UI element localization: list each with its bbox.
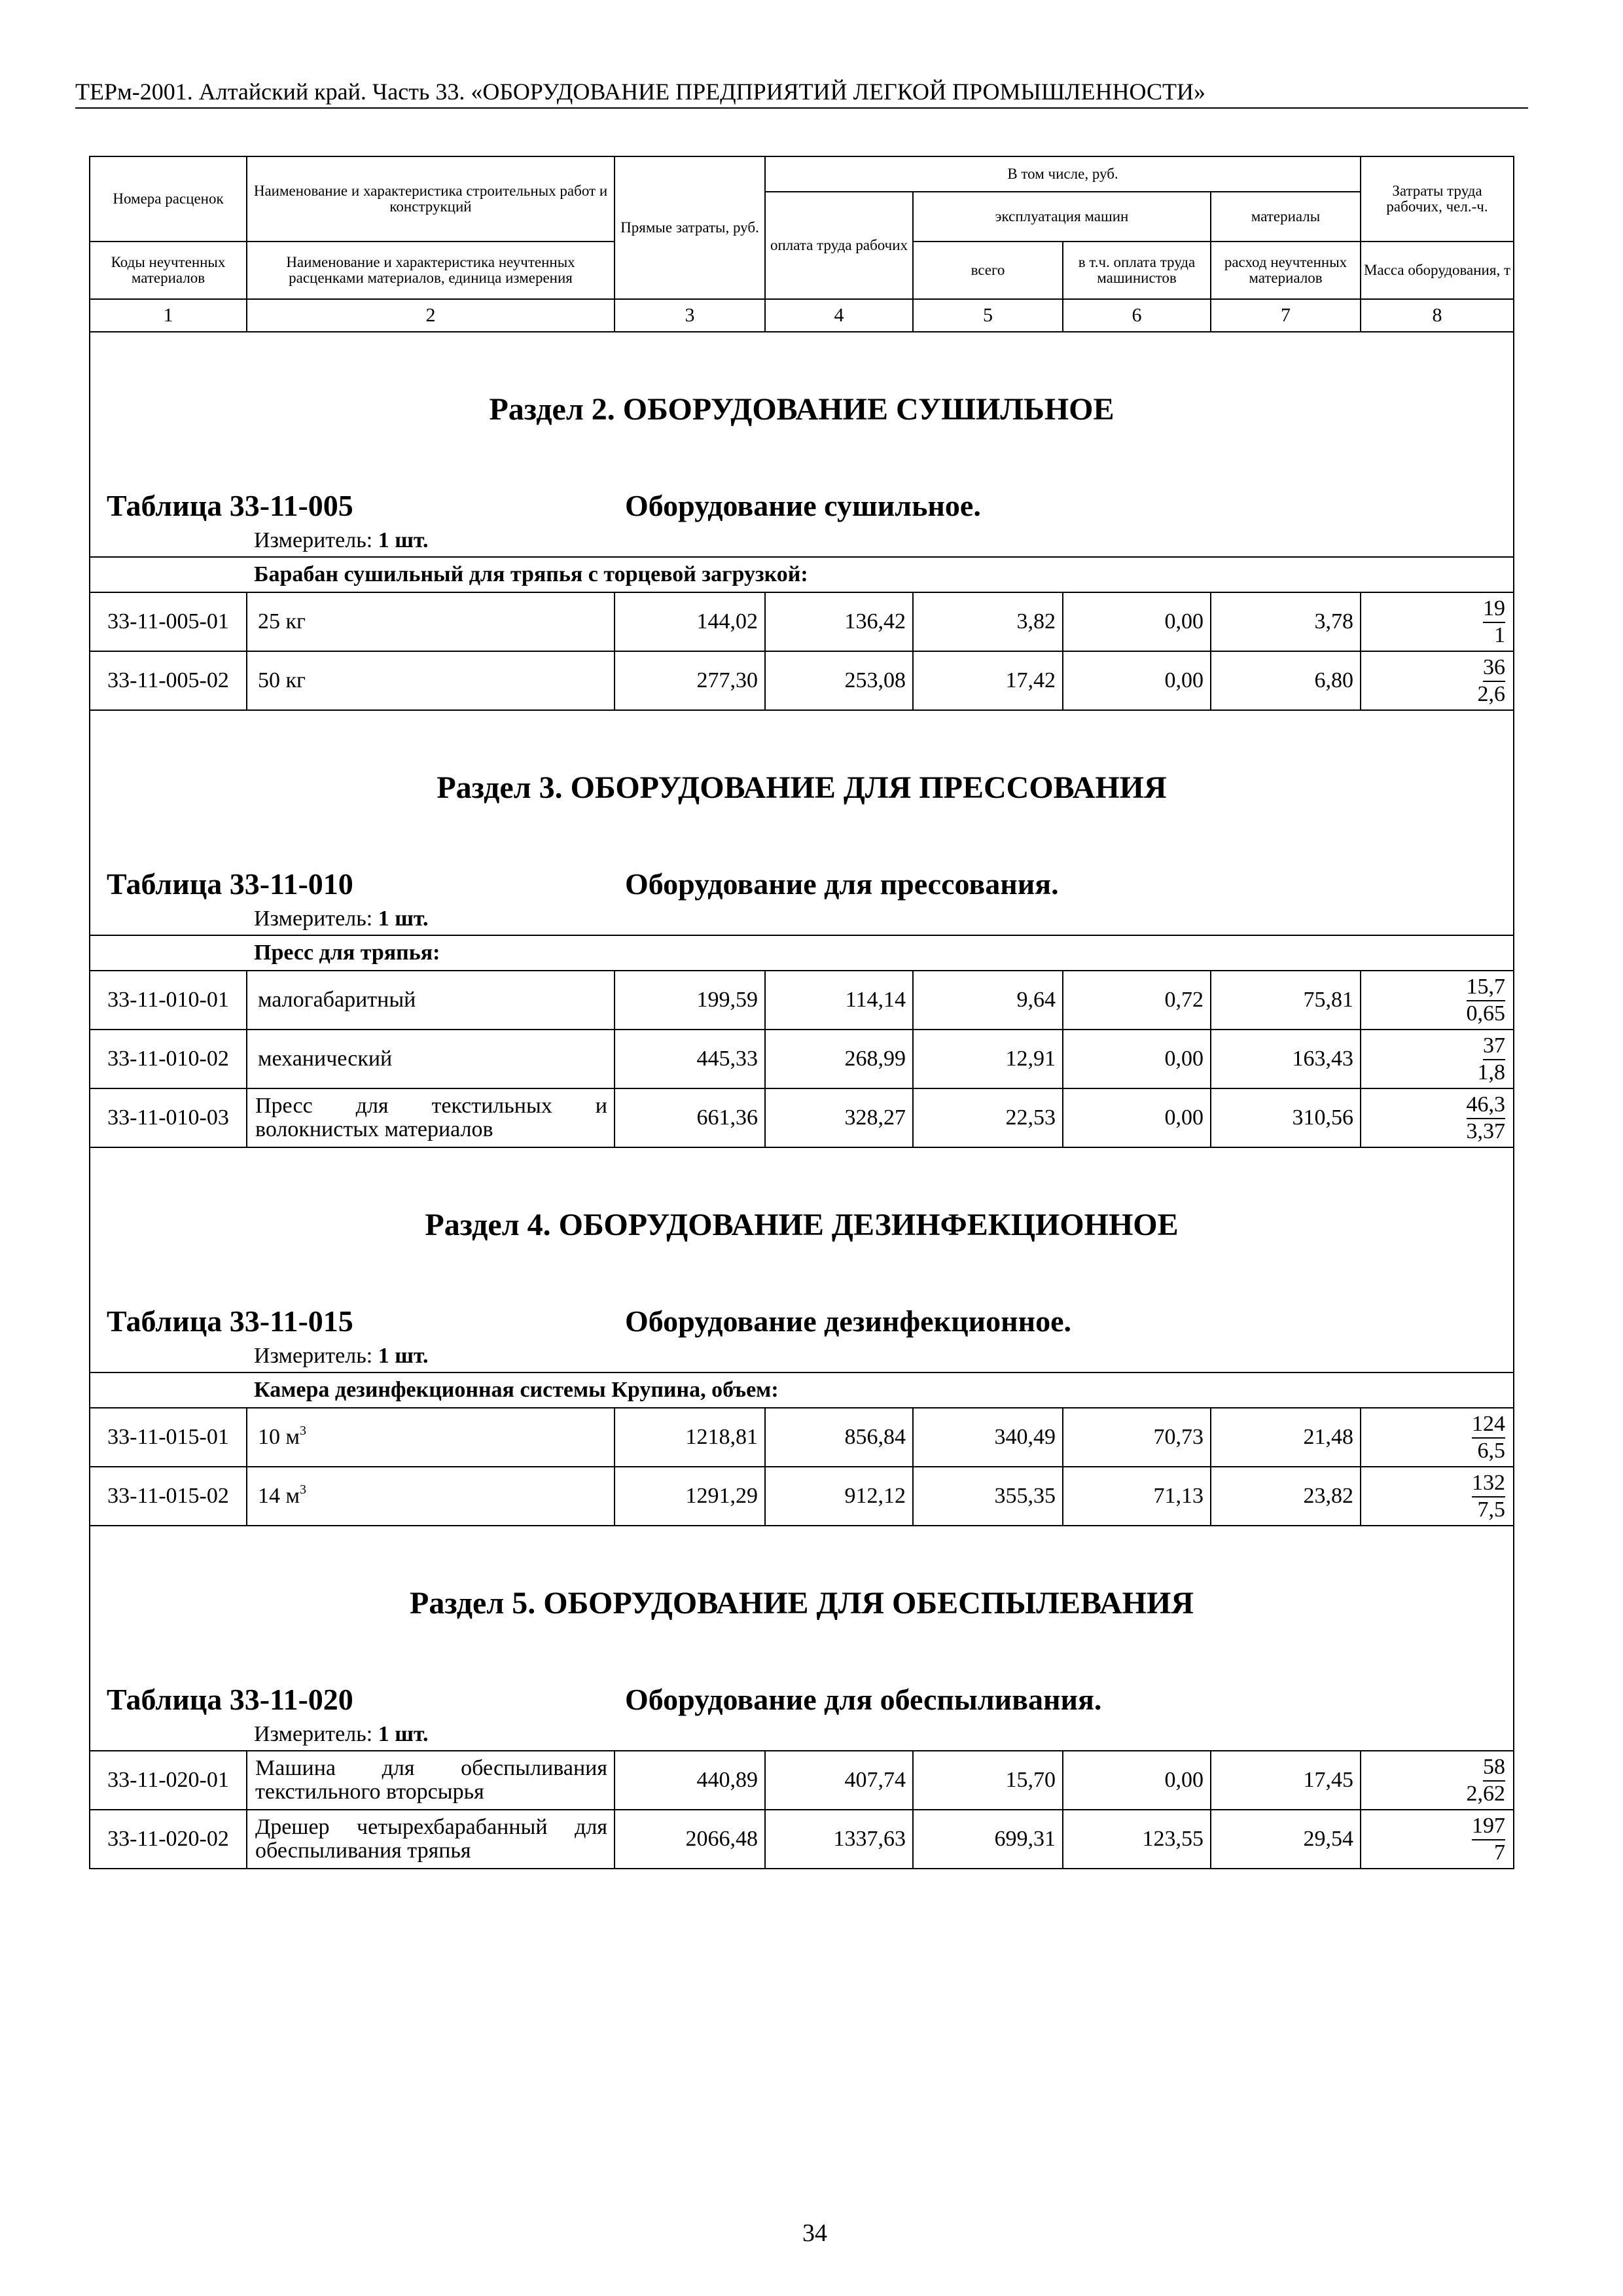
group-title: Барабан сушильный для тряпья с торцевой загрузкой: xyxy=(90,557,1514,592)
unit-value: 1 шт. xyxy=(378,1344,429,1368)
equipment-mass: 1,8 xyxy=(1477,1060,1506,1085)
table-name: Оборудование для обеспыливания. xyxy=(625,1683,1102,1716)
equipment-mass: 2,6 xyxy=(1477,681,1506,706)
table-caption xyxy=(90,864,1513,905)
operators-cost: 0,00 xyxy=(1063,1088,1211,1147)
section-title: Раздел 2. ОБОРУДОВАНИЕ СУШИЛЬНОЕ xyxy=(489,392,1115,427)
materials-cost: 29,54 xyxy=(1211,1810,1361,1869)
operators-cost: 0,00 xyxy=(1063,1751,1211,1810)
table-caption xyxy=(90,486,1513,526)
table-row xyxy=(90,1030,1514,1088)
machines-cost: 9,64 xyxy=(913,971,1063,1030)
table-row xyxy=(90,1751,1514,1810)
machines-cost: 22,53 xyxy=(913,1088,1063,1147)
header-col5: всего xyxy=(913,242,1063,299)
table-code: Таблица 33-11-020 xyxy=(107,1683,353,1716)
labor-hours: 197 xyxy=(1472,1814,1505,1840)
operators-cost: 0,72 xyxy=(1063,971,1211,1030)
equipment-mass: 0,65 xyxy=(1466,1001,1506,1026)
labor-hours: 36 xyxy=(1483,655,1505,682)
labor-hours: 124 xyxy=(1472,1412,1505,1439)
rate-name-cell xyxy=(247,1467,615,1526)
labor-cost: 268,99 xyxy=(765,1030,913,1088)
header-machines: эксплуатация машин xyxy=(913,192,1211,242)
unit-line xyxy=(90,1720,1513,1750)
rate-name-cell xyxy=(247,1088,615,1147)
operators-cost: 0,00 xyxy=(1063,651,1211,710)
direct-cost: 661,36 xyxy=(615,1088,765,1147)
section-block xyxy=(90,1147,1514,1372)
table-row xyxy=(90,1810,1514,1869)
labor-mass-cell xyxy=(1361,1408,1514,1467)
rate-name: 10 м xyxy=(258,1425,300,1449)
operators-cost: 0,00 xyxy=(1063,592,1211,651)
rate-name: 50 кг xyxy=(258,668,306,692)
rate-name-cell xyxy=(247,592,615,651)
direct-cost: 144,02 xyxy=(615,592,765,651)
rate-code: 33-11-010-01 xyxy=(90,971,247,1030)
table-row xyxy=(90,1408,1514,1467)
labor-mass-cell xyxy=(1361,1030,1514,1088)
table-row xyxy=(90,651,1514,710)
labor-mass-cell xyxy=(1361,1467,1514,1526)
header-col8-bottom: Масса оборудования, т xyxy=(1361,242,1514,299)
rate-code: 33-11-020-01 xyxy=(90,1751,247,1810)
section-block xyxy=(90,332,1514,557)
materials-cost: 75,81 xyxy=(1211,971,1361,1030)
column-number: 3 xyxy=(615,299,765,332)
machines-cost: 17,42 xyxy=(913,651,1063,710)
labor-cost: 1337,63 xyxy=(765,1810,913,1869)
equipment-mass: 2,62 xyxy=(1466,1781,1506,1806)
machines-cost: 15,70 xyxy=(913,1751,1063,1810)
labor-mass-cell xyxy=(1361,1751,1514,1810)
machines-cost: 3,82 xyxy=(913,592,1063,651)
labor-hours: 46,3 xyxy=(1467,1092,1506,1119)
materials-cost: 23,82 xyxy=(1211,1467,1361,1526)
table-row xyxy=(90,1088,1514,1147)
unit-line xyxy=(90,1342,1513,1372)
header-col1-top: Номера расценок xyxy=(90,156,247,242)
operators-cost: 71,13 xyxy=(1063,1467,1211,1526)
group-title: Пресс для тряпья: xyxy=(90,935,1514,971)
rate-code: 33-11-005-01 xyxy=(90,592,247,651)
rate-name: 25 кг xyxy=(258,609,306,634)
running-header: ТЕРм-2001. Алтайский край. Часть 33. «ОБОРУДОВАНИЕ ПРЕДПРИЯТИЙ ЛЕГКОЙ ПРОМЫШЛЕННОСТИ» xyxy=(75,79,1205,105)
rate-name-cell xyxy=(247,1810,615,1869)
labor-cost: 407,74 xyxy=(765,1751,913,1810)
unit-label: Измеритель: xyxy=(254,1344,373,1368)
machines-cost: 355,35 xyxy=(913,1467,1063,1526)
direct-cost: 2066,48 xyxy=(615,1810,765,1869)
rate-name: 14 м xyxy=(258,1484,300,1508)
rate-name: малогабаритный xyxy=(258,988,416,1012)
equipment-mass: 1 xyxy=(1494,622,1506,647)
unit-line xyxy=(90,526,1513,556)
rate-name: механический xyxy=(258,1047,393,1071)
labor-hours: 58 xyxy=(1483,1755,1505,1782)
column-number: 7 xyxy=(1211,299,1361,332)
header-col3: Прямые затраты, руб. xyxy=(615,156,765,299)
header-col4: оплата труда рабочих xyxy=(765,192,913,299)
table-name: Оборудование дезинфекционное. xyxy=(625,1304,1072,1338)
rates-table xyxy=(89,156,1514,1869)
direct-cost: 445,33 xyxy=(615,1030,765,1088)
column-numbers-row xyxy=(90,299,1514,332)
equipment-mass: 7 xyxy=(1494,1840,1506,1865)
labor-hours: 132 xyxy=(1472,1471,1505,1498)
table-row xyxy=(90,1467,1514,1526)
direct-cost: 199,59 xyxy=(615,971,765,1030)
machines-cost: 340,49 xyxy=(913,1408,1063,1467)
table-name: Оборудование сушильное. xyxy=(625,489,981,522)
rate-code: 33-11-015-01 xyxy=(90,1408,247,1467)
labor-mass-cell xyxy=(1361,592,1514,651)
column-number: 5 xyxy=(913,299,1063,332)
operators-cost: 123,55 xyxy=(1063,1810,1211,1869)
direct-cost: 1218,81 xyxy=(615,1408,765,1467)
rate-code: 33-11-010-03 xyxy=(90,1088,247,1147)
labor-hours: 37 xyxy=(1483,1033,1505,1060)
unit-value: 1 шт. xyxy=(378,906,429,931)
labor-cost: 253,08 xyxy=(765,651,913,710)
machines-cost: 699,31 xyxy=(913,1810,1063,1869)
rate-name-sup: 3 xyxy=(300,1424,307,1438)
labor-mass-cell xyxy=(1361,1810,1514,1869)
labor-cost: 114,14 xyxy=(765,971,913,1030)
labor-cost: 856,84 xyxy=(765,1408,913,1467)
rate-code: 33-11-020-02 xyxy=(90,1810,247,1869)
rate-code: 33-11-015-02 xyxy=(90,1467,247,1526)
table-code: Таблица 33-11-010 xyxy=(107,867,353,901)
operators-cost: 0,00 xyxy=(1063,1030,1211,1088)
rate-name: Дрешер четырехбарабанный для обеспыливания тряпья xyxy=(255,1815,607,1863)
labor-cost: 328,27 xyxy=(765,1088,913,1147)
section-block xyxy=(90,710,1514,935)
labor-cost: 912,12 xyxy=(765,1467,913,1526)
labor-hours: 15,7 xyxy=(1467,975,1506,1001)
unit-label: Измеритель: xyxy=(254,906,373,931)
header-col6: в т.ч. оплата труда машинистов xyxy=(1063,242,1211,299)
section-title: Раздел 3. ОБОРУДОВАНИЕ ДЛЯ ПРЕССОВАНИЯ xyxy=(437,770,1167,805)
labor-mass-cell xyxy=(1361,651,1514,710)
materials-cost: 21,48 xyxy=(1211,1408,1361,1467)
page-number: 34 xyxy=(802,2219,827,2247)
labor-hours: 19 xyxy=(1483,596,1505,623)
rate-code: 33-11-010-02 xyxy=(90,1030,247,1088)
header-col7: расход неучтенных материалов xyxy=(1211,242,1361,299)
rate-name-cell xyxy=(247,971,615,1030)
table-caption xyxy=(90,1679,1513,1720)
rate-name-cell xyxy=(247,1751,615,1810)
rate-name-cell xyxy=(247,1030,615,1088)
rate-name-cell xyxy=(247,651,615,710)
table-caption xyxy=(90,1301,1513,1342)
rate-name-cell xyxy=(247,1408,615,1467)
unit-label: Измеритель: xyxy=(254,528,373,552)
labor-cost: 136,42 xyxy=(765,592,913,651)
header-col1-bottom: Коды неучтенных материалов xyxy=(90,242,247,299)
unit-value: 1 шт. xyxy=(378,1722,429,1746)
direct-cost: 277,30 xyxy=(615,651,765,710)
materials-cost: 3,78 xyxy=(1211,592,1361,651)
rate-name-sup: 3 xyxy=(300,1482,307,1497)
header-col8-top: Затраты труда рабочих, чел.-ч. xyxy=(1361,156,1514,242)
header-materials: материалы xyxy=(1211,192,1361,242)
labor-mass-cell xyxy=(1361,971,1514,1030)
machines-cost: 12,91 xyxy=(913,1030,1063,1088)
group-title: Камера дезинфекционная системы Крупина, объем: xyxy=(90,1372,1514,1408)
column-number: 4 xyxy=(765,299,913,332)
table-row xyxy=(90,971,1514,1030)
table-code: Таблица 33-11-015 xyxy=(107,1304,353,1338)
column-number: 6 xyxy=(1063,299,1211,332)
table-row xyxy=(90,592,1514,651)
direct-cost: 440,89 xyxy=(615,1751,765,1810)
column-number: 8 xyxy=(1361,299,1514,332)
section-block xyxy=(90,1526,1514,1751)
operators-cost: 70,73 xyxy=(1063,1408,1211,1467)
unit-label: Измеритель: xyxy=(254,1722,373,1746)
unit-value: 1 шт. xyxy=(378,528,429,552)
materials-cost: 310,56 xyxy=(1211,1088,1361,1147)
table-name: Оборудование для прессования. xyxy=(625,867,1059,901)
header-col2-bottom: Наименование и характеристика неучтенных расценками материалов, единица измерения xyxy=(247,242,615,299)
section-title: Раздел 5. ОБОРУДОВАНИЕ ДЛЯ ОБЕСПЫЛЕВАНИЯ xyxy=(410,1586,1194,1621)
equipment-mass: 3,37 xyxy=(1466,1119,1506,1143)
materials-cost: 6,80 xyxy=(1211,651,1361,710)
unit-line xyxy=(90,905,1513,935)
materials-cost: 163,43 xyxy=(1211,1030,1361,1088)
table-code: Таблица 33-11-005 xyxy=(107,489,353,522)
rate-code: 33-11-005-02 xyxy=(90,651,247,710)
header-rule xyxy=(75,107,1528,109)
materials-cost: 17,45 xyxy=(1211,1751,1361,1810)
header-including: В том числе, руб. xyxy=(765,156,1361,192)
column-number: 1 xyxy=(90,299,247,332)
rate-name: Пресс для текстильных и волокнистых материалов xyxy=(255,1094,607,1141)
equipment-mass: 7,5 xyxy=(1477,1497,1506,1522)
equipment-mass: 6,5 xyxy=(1477,1438,1506,1463)
labor-mass-cell xyxy=(1361,1088,1514,1147)
header-col2-top: Наименование и характеристика строительных работ и конструкций xyxy=(247,156,615,242)
rate-name: Машина для обеспыливания текстильного вторсырья xyxy=(255,1756,607,1804)
column-number: 2 xyxy=(247,299,615,332)
direct-cost: 1291,29 xyxy=(615,1467,765,1526)
section-title: Раздел 4. ОБОРУДОВАНИЕ ДЕЗИНФЕКЦИОННОЕ xyxy=(425,1208,1179,1242)
